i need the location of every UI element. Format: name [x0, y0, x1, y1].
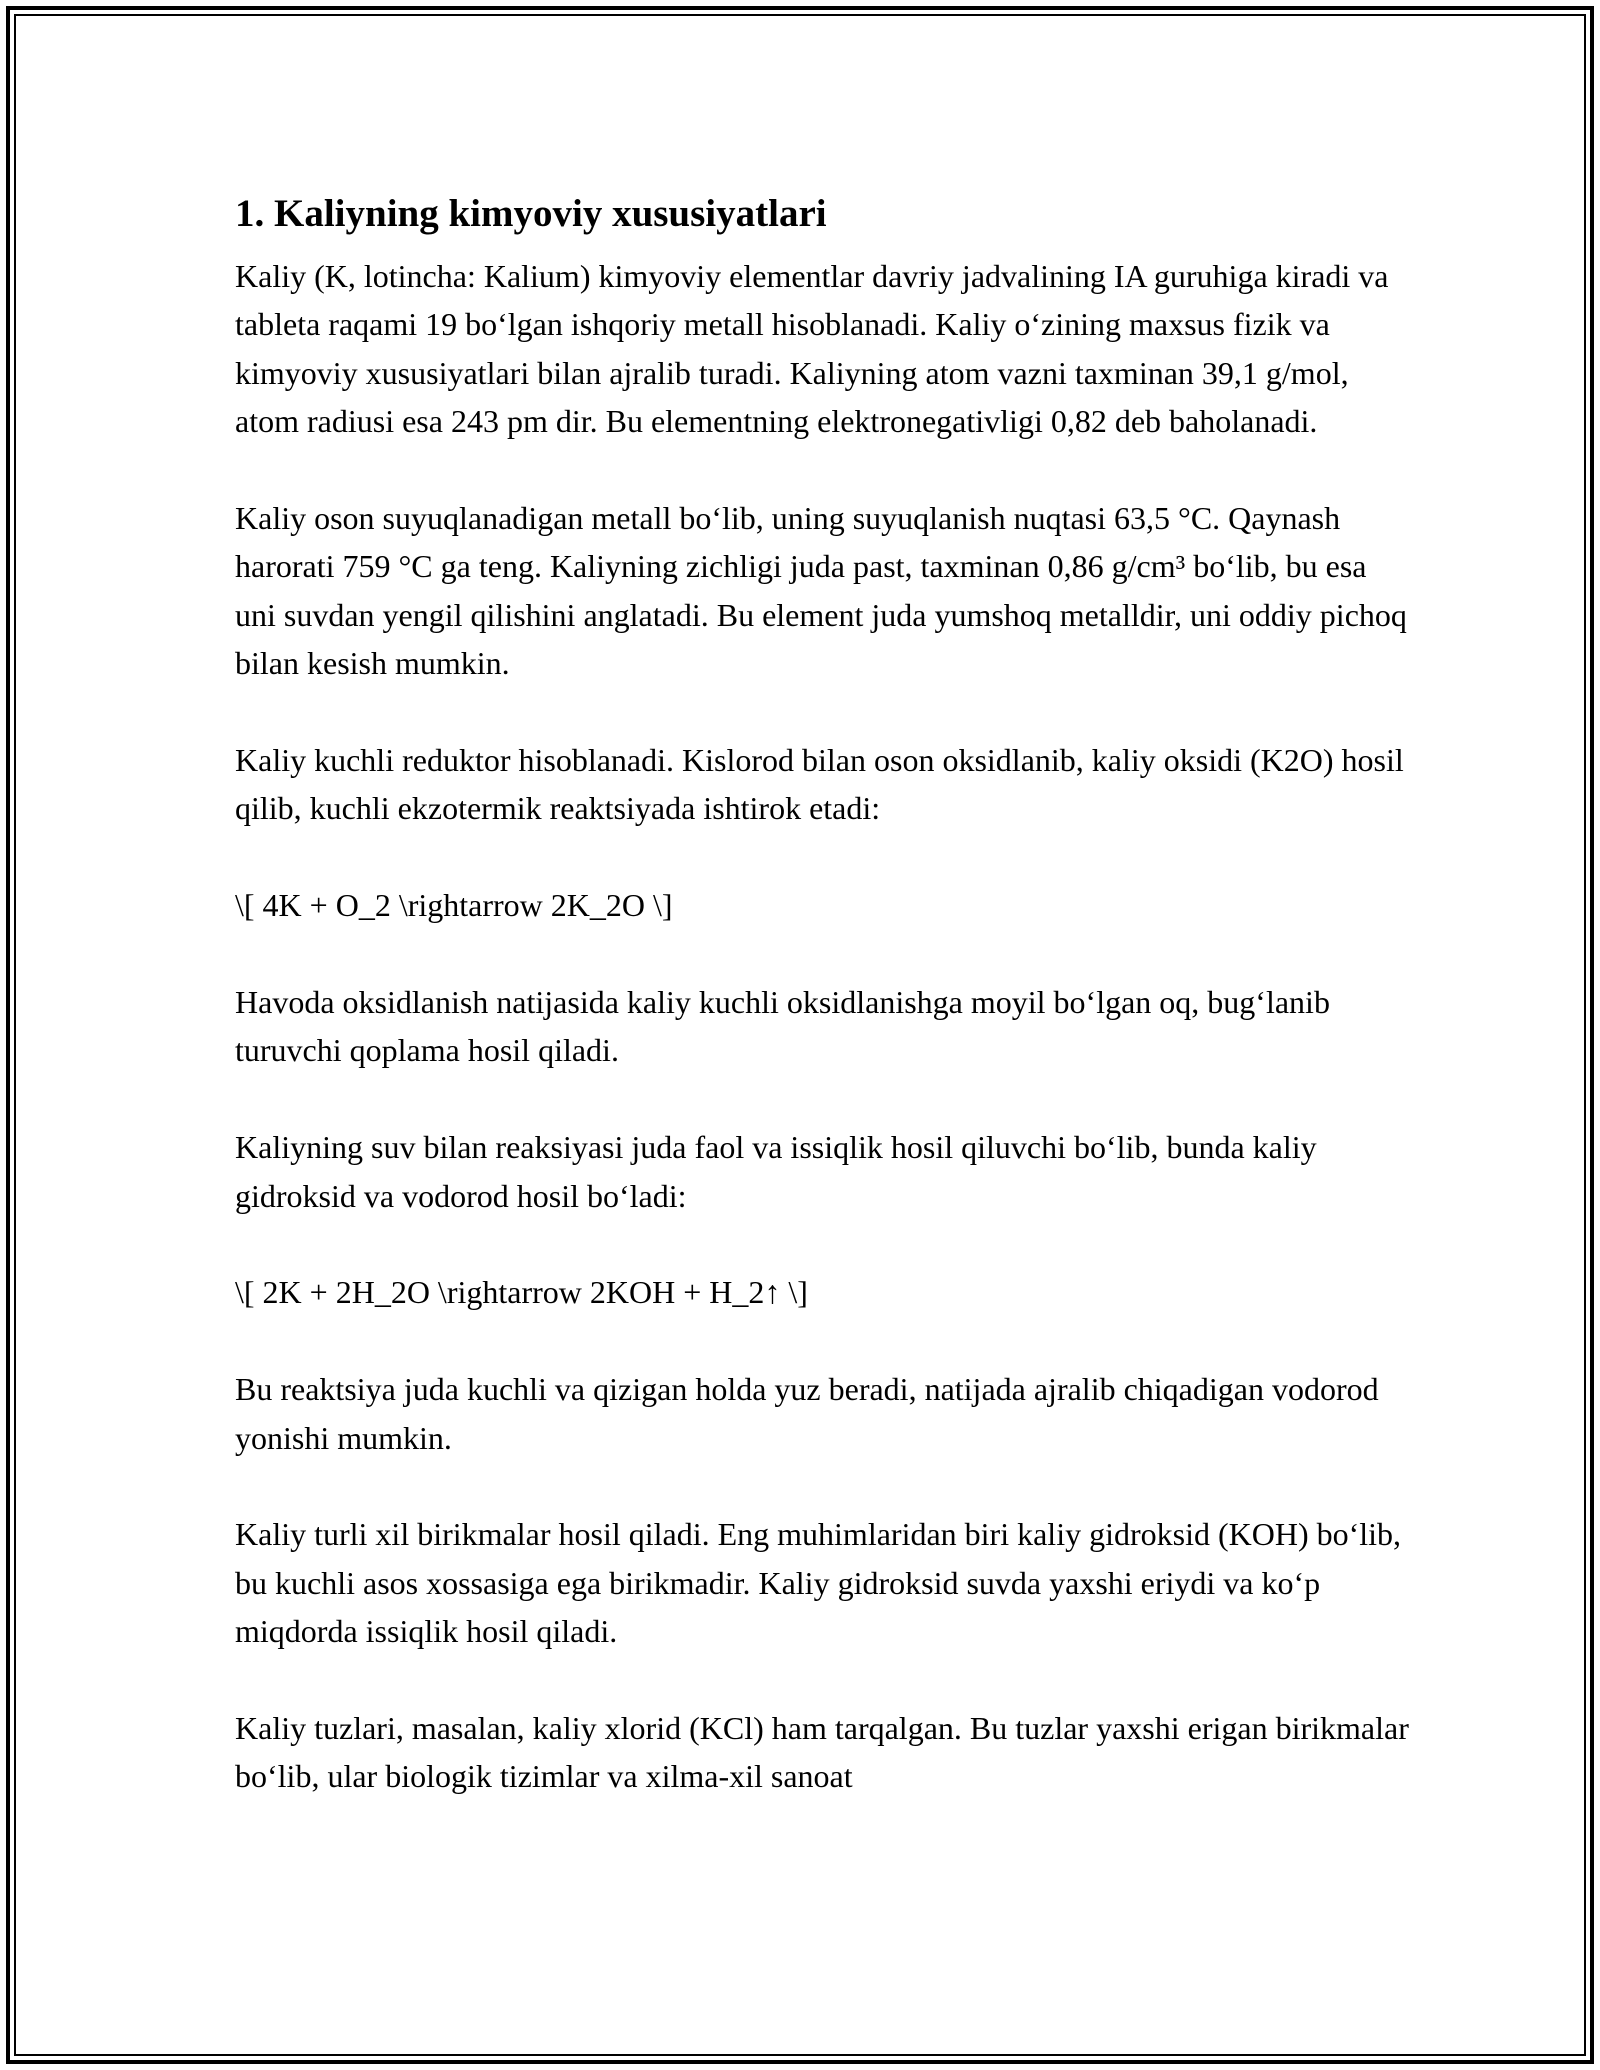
- document-body: [235, 188, 1415, 1849]
- paragraph-reaction-note: Bu reaktsiya juda kuchli va qizigan holda yuz beradi, natijada ajralib chiqadigan vodorod yonishi mumkin.: [235, 1371, 1379, 1456]
- paragraph-oxidation: Kaliy kuchli reduktor hisoblanadi. Kislorod bilan oson oksidlanib, kaliy oksidi (K2O) hosil qilib, kuchli ekzotermik reaktsiyada ishtirok etadi:: [235, 742, 1404, 827]
- equation-water-reaction: \[ 2K + 2H_2O \rightarrow 2KOH + H_2↑ \]: [235, 1274, 808, 1311]
- section-heading: 1. Kaliyning kimyoviy xususiyatlari: [235, 192, 827, 235]
- equation-oxidation: \[ 4K + O_2 \rightarrow 2K_2O \]: [235, 887, 673, 924]
- paragraph-physical-properties: Kaliy oson suyuqlanadigan metall bo‘lib, uning suyuqlanish nuqtasi 63,5 °C. Qaynash harorati 759 °C ga teng. Kaliyning zichligi juda past, taxminan 0,86 g/cm³ bo‘lib, bu esa uni suvdan yengil qilishini anglatadi. Bu element juda yumshoq metalldir, uni oddiy pichoq bilan kesish mumkin.: [235, 500, 1407, 682]
- paragraph-air-oxidation: Havoda oksidlanish natijasida kaliy kuchli oksidlanishga moyil bo‘lgan oq, bug‘lanib turuvchi qoplama hosil qiladi.: [235, 984, 1330, 1069]
- paragraph-compounds: Kaliy turli xil birikmalar hosil qiladi. Eng muhimlaridan biri kaliy gidroksid (KOH) bo‘lib, bu kuchli asos xossasiga ega birikmadir. Kaliy gidroksid suvda yaxshi eriydi va ko‘p miqdorda issiqlik hosil qiladi.: [235, 1516, 1402, 1650]
- paragraph-water-reaction: Kaliyning suv bilan reaksiyasi juda faol va issiqlik hosil qiluvchi bo‘lib, bunda kaliy gidroksid va vodorod hosil bo‘ladi:: [235, 1129, 1317, 1214]
- paragraph-salts: Kaliy tuzlari, masalan, kaliy xlorid (KCl) ham tarqalgan. Bu tuzlar yaxshi erigan birikmalar bo‘lib, ular biologik tizimlar va xilma-xil sanoat: [235, 1710, 1409, 1795]
- paragraph-intro: Kaliy (K, lotincha: Kalium) kimyoviy elementlar davriy jadvalining IA guruhiga kiradi va tableta raqami 19 bo‘lgan ishqoriy metall hisoblanadi. Kaliy o‘zining maxsus fizik va kimyoviy xususiyatlari bilan ajralib turadi. Kaliyning atom vazni taxminan 39,1 g/mol, atom radiusi esa 243 pm dir. Bu elementning elektronegativligi 0,82 deb baholanadi.: [235, 258, 1389, 440]
